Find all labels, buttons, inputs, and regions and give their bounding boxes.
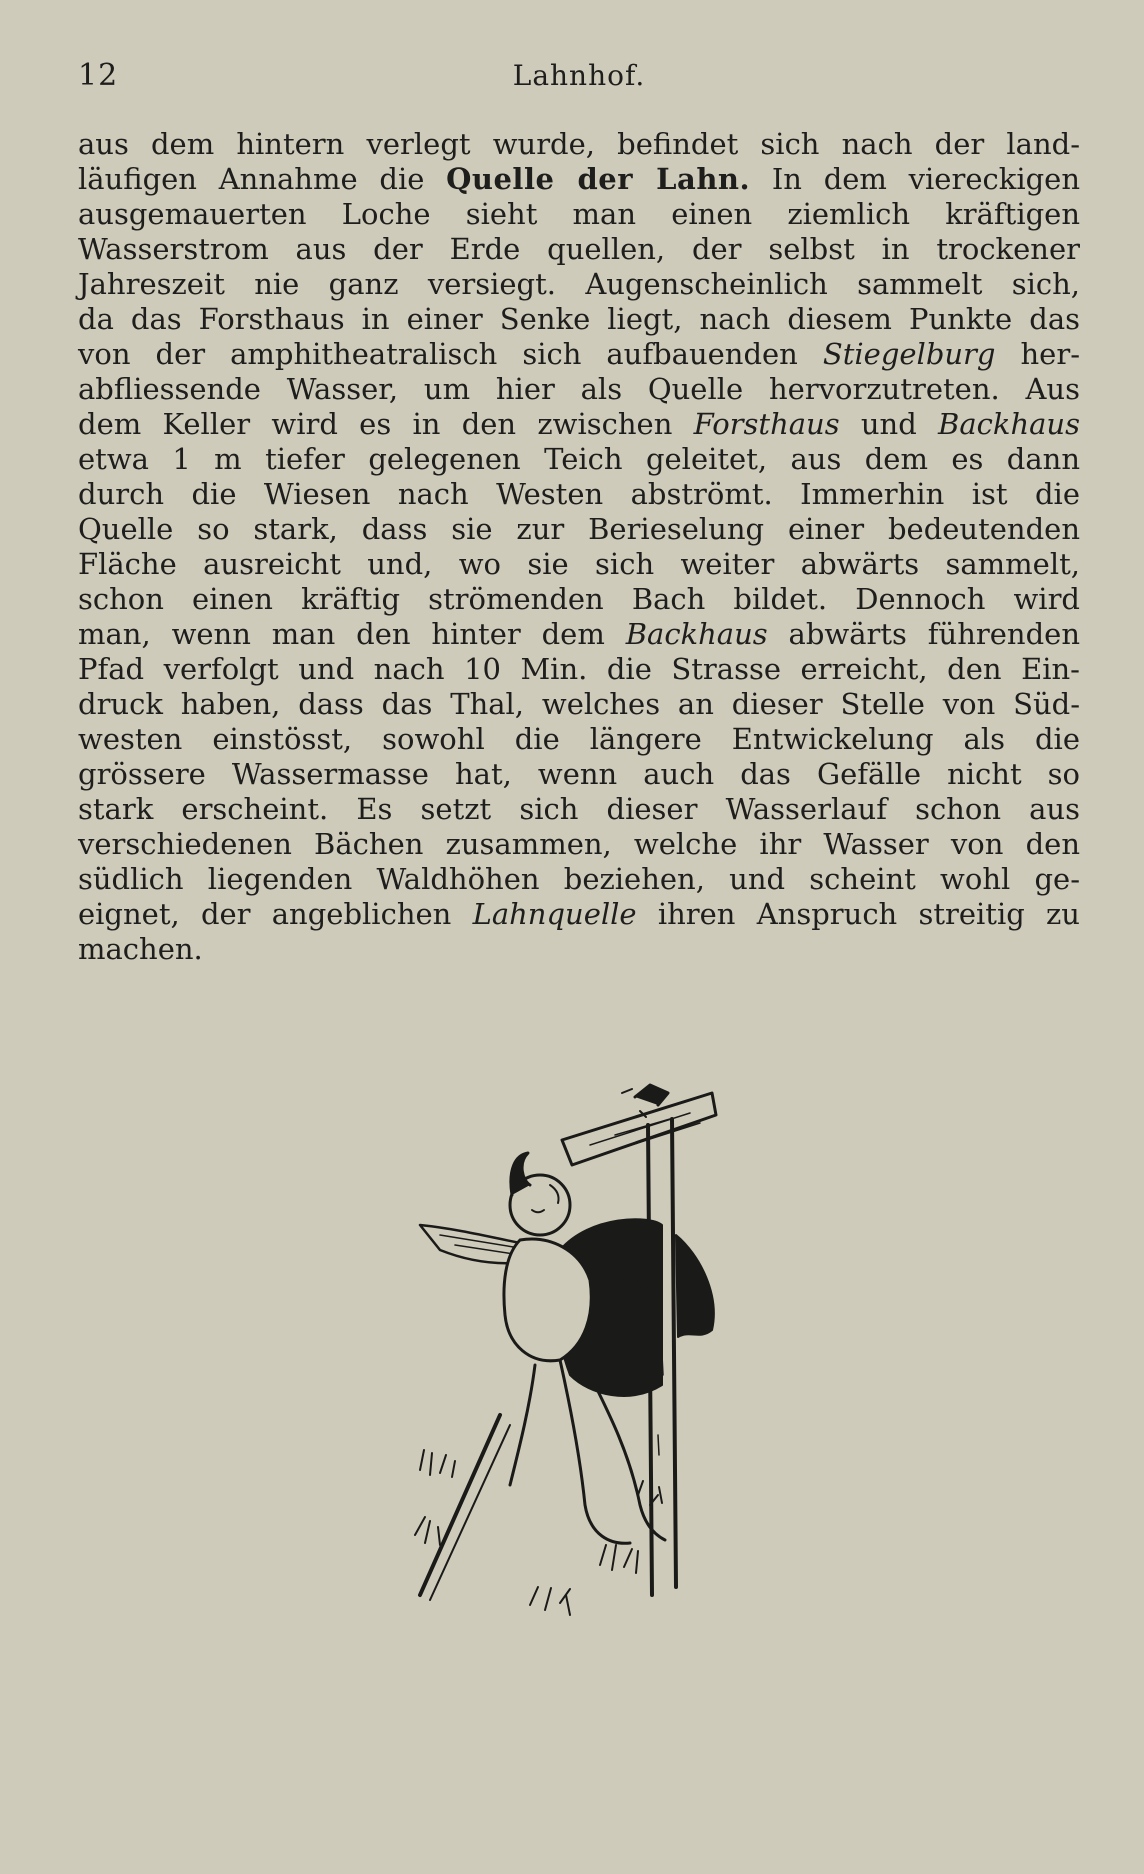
- text-line: [78, 687, 1080, 722]
- text-line: [78, 232, 1080, 267]
- text-line: [78, 757, 1080, 792]
- text-line: [78, 862, 1080, 897]
- text-line: [78, 267, 1080, 302]
- text-run: her-: [995, 337, 1080, 371]
- text-run: eignet, der angeblichen: [78, 897, 473, 931]
- bold-phrase: Quelle der Lahn.: [446, 162, 751, 196]
- text-run: da das Forsthaus in einer Senke liegt, nach diesem Punkte das: [78, 302, 1080, 336]
- text-run: ihren Anspruch streitig zu: [636, 897, 1080, 931]
- text-run: und: [839, 407, 939, 441]
- italic-place-name: Forsthaus: [693, 407, 840, 441]
- italic-place-name: Lahnquelle: [472, 897, 637, 931]
- text-run: von der amphitheatralisch sich aufbauenden: [78, 337, 823, 371]
- text-run: südlich liegenden Waldhöhen beziehen, und scheint wohl ge-: [78, 862, 1080, 896]
- text-run: westen einstösst, sowohl die längere Entwickelung als die: [78, 722, 1080, 756]
- text-line: [78, 197, 1080, 232]
- text-run: man, wenn man den hinter dem: [78, 617, 626, 651]
- text-run: durch die Wiesen nach Westen abströmt. Immerhin ist die: [78, 477, 1080, 511]
- italic-place-name: Stiegelburg: [822, 337, 996, 371]
- text-run: abfliessende Wasser, um hier als Quelle hervorzutreten. Aus: [78, 372, 1080, 406]
- text-line: [78, 897, 1080, 932]
- text-line: [78, 827, 1080, 862]
- text-run: Jahreszeit nie ganz versiegt. Augenscheinlich sammelt sich,: [78, 267, 1080, 301]
- text-line: [78, 617, 1080, 652]
- text-line: [78, 302, 1080, 337]
- text-line: [78, 442, 1080, 477]
- text-line: [78, 477, 1080, 512]
- text-run: aus dem hintern verlegt wurde, befindet sich nach der land-: [78, 127, 1080, 161]
- text-line: [78, 162, 1080, 197]
- page-number: 12: [78, 58, 119, 93]
- text-run: machen.: [78, 932, 203, 966]
- text-line: [78, 372, 1080, 407]
- text-run: etwa 1 m tiefer gelegenen Teich geleitet, aus dem es dann: [78, 442, 1080, 476]
- text-run: Pfad verfolgt und nach 10 Min. die Strasse erreicht, den Ein-: [78, 652, 1080, 686]
- text-line: [78, 582, 1080, 617]
- text-run: abwärts führenden: [767, 617, 1080, 651]
- text-line: [78, 512, 1080, 547]
- text-line: [78, 407, 1080, 442]
- text-run: grössere Wassermasse hat, wenn auch das Gefälle nicht so: [78, 757, 1080, 791]
- italic-place-name: Backhaus: [938, 407, 1080, 441]
- text-line: [78, 722, 1080, 757]
- text-line: [78, 792, 1080, 827]
- text-run: läufigen Annahme die: [78, 162, 447, 196]
- text-run: verschiedenen Bächen zusammen, welche ihr Wasser von den: [78, 827, 1080, 861]
- running-title: Lahnhof.: [512, 59, 646, 92]
- text-run: ausgemauerten Loche sieht man einen ziemlich kräftigen: [78, 197, 1080, 231]
- page-header: [78, 56, 1080, 96]
- text-line: [78, 932, 1080, 967]
- text-line: [78, 652, 1080, 687]
- text-run: dem Keller wird es in den zwischen: [78, 407, 694, 441]
- text-run: druck haben, dass das Thal, welches an dieser Stelle von Süd-: [78, 687, 1080, 721]
- text-run: In dem viereckigen: [750, 162, 1080, 196]
- text-line: [78, 337, 1080, 372]
- italic-place-name: Backhaus: [625, 617, 768, 651]
- body-paragraph: [78, 127, 1080, 967]
- text-run: Quelle so stark, dass sie zur Berieselung einer bedeutenden: [78, 512, 1080, 546]
- cherub-signpost-icon: [400, 1075, 740, 1635]
- text-run: stark erscheint. Es setzt sich dieser Wasserlauf schon aus: [78, 792, 1080, 826]
- text-line: [78, 127, 1080, 162]
- text-run: Wasserstrom aus der Erde quellen, der selbst in trockener: [78, 232, 1080, 266]
- text-line: [78, 547, 1080, 582]
- text-run: Fläche ausreicht und, wo sie sich weiter abwärts sammelt,: [78, 547, 1080, 581]
- text-run: schon einen kräftig strömenden Bach bildet. Dennoch wird: [78, 582, 1080, 616]
